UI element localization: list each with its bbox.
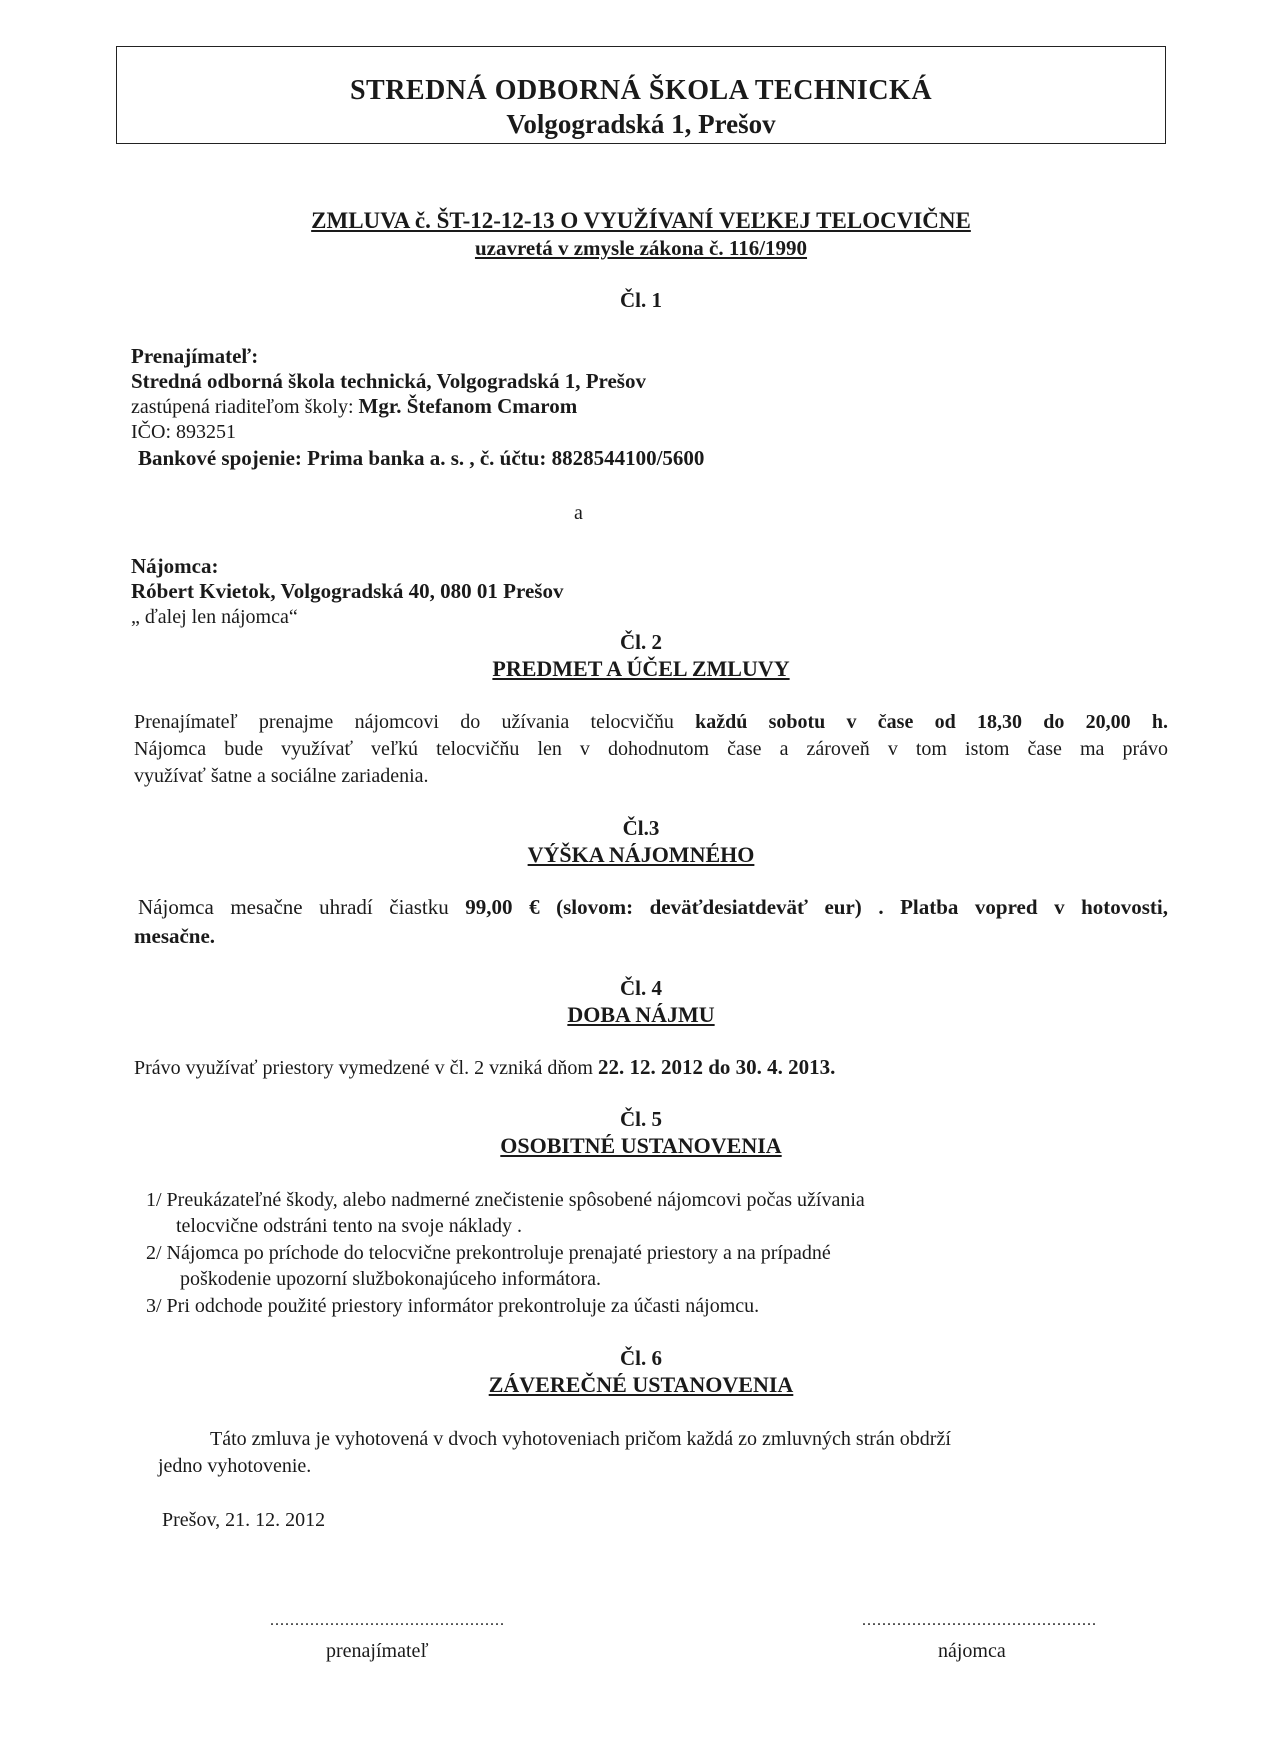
art2-line1: [134, 709, 1168, 736]
landlord-representative: [131, 393, 577, 421]
tenant-signature-label: nájomca: [938, 1640, 1006, 1662]
represented-prefix: zastúpená riaditeľom školy:: [131, 396, 359, 418]
school-header: [116, 46, 1166, 144]
art5-item-1-cont: telocvične odstráni tento na svoje náklady .: [176, 1215, 523, 1237]
art2-heading: Čl. 2: [620, 630, 662, 654]
landlord-signature-line: ...............................................: [270, 1612, 505, 1629]
art4-line: [134, 1054, 835, 1082]
contract-title: ZMLUVA č. ŠT-12-12-13 O VYUŽÍVANÍ VEĽKEJ TELOCVIČNE: [311, 208, 971, 233]
art3-line1-text: Nájomca mesačne uhradí čiastku: [138, 895, 466, 919]
art2-line3: využívať šatne a sociálne zariadenia.: [134, 765, 429, 787]
art5-item-1: 1/ Preukázateľné škody, alebo nadmerné znečistenie spôsobené nájomcovi počas užívania: [146, 1189, 865, 1211]
tenant-signature-line: ...............................................: [862, 1612, 1097, 1629]
school-name: STREDNÁ ODBORNÁ ŠKOLA TECHNICKÁ: [349, 75, 933, 106]
landlord-bank: Bankové spojenie: Prima banka a. s. , č. účtu: 8828544100/5600: [138, 446, 705, 470]
tenant-label: Nájomca:: [131, 554, 219, 578]
art5-heading: Čl. 5: [620, 1107, 662, 1131]
art1-heading: Čl. 1: [620, 288, 662, 312]
art4-period: 22. 12. 2012 do 30. 4. 2013.: [597, 1055, 836, 1079]
art5-item-3: 3/ Pri odchode použité priestory informátor prekontroluje za účasti nájomcu.: [146, 1295, 760, 1317]
and-text: a: [574, 502, 583, 524]
represented-name: Mgr. Štefanom Cmarom: [358, 394, 578, 418]
art2-schedule: každú sobotu v čase od 18,30 do 20,00 h.: [695, 711, 1169, 733]
landlord-label: Prenajímateľ:: [131, 344, 259, 368]
art3-amount: 99,00 € (slovom: deväťdesiatdeväť eur) . Platba vopred v hotovosti,: [465, 895, 1169, 919]
tenant-alias: „ ďalej len nájomca“: [131, 606, 298, 628]
place-date: Prešov, 21. 12. 2012: [162, 1509, 326, 1531]
art2-line2: Nájomca bude využívať veľkú telocvičňu len v dohodnutom čase a zároveň v tom istom čase ma právo: [134, 738, 1168, 760]
art6-title: ZÁVEREČNÉ USTANOVENIA: [488, 1372, 794, 1397]
art4-heading: Čl. 4: [620, 976, 662, 1000]
art3-line1: [138, 894, 1168, 921]
landlord-signature-label: prenajímateľ: [326, 1640, 429, 1662]
art3-line2: mesačne.: [134, 924, 216, 948]
art2-title: PREDMET A ÚČEL ZMLUVY: [492, 656, 790, 681]
landlord-ico: IČO: 893251: [131, 421, 236, 443]
art6-heading: Čl. 6: [620, 1346, 662, 1370]
tenant-name: Róbert Kvietok, Volgogradská 40, 080 01 Prešov: [131, 579, 564, 603]
landlord-name: Stredná odborná škola technická, Volgogradská 1, Prešov: [131, 369, 646, 393]
art6-line2: jedno vyhotovenie.: [158, 1455, 312, 1477]
art3-heading: Čl.3: [622, 816, 660, 840]
art4-title: DOBA NÁJMU: [567, 1002, 715, 1027]
art5-item-2-cont: poškodenie upozorní službokonajúceho informátora.: [180, 1268, 601, 1290]
art5-item-2: 2/ Nájomca po príchode do telocvične prekontroluje prenajaté priestory a na prípadné: [146, 1242, 831, 1264]
art3-title: VÝŠKA NÁJOMNÉHO: [527, 842, 755, 867]
school-address: Volgogradská 1, Prešov: [506, 109, 776, 139]
art2-line1-text: Prenajímateľ prenajme nájomcovi do užívania telocvičňu: [134, 711, 696, 733]
art5-title: OSOBITNÉ USTANOVENIA: [500, 1133, 782, 1158]
art6-line1: Táto zmluva je vyhotovená v dvoch vyhotoveniach pričom každá zo zmluvných strán obdrží: [210, 1428, 951, 1450]
art4-line-text: Právo využívať priestory vymedzené v čl. 2 vzniká dňom: [134, 1057, 598, 1079]
contract-subtitle: uzavretá v zmysle zákona č. 116/1990: [474, 236, 808, 260]
